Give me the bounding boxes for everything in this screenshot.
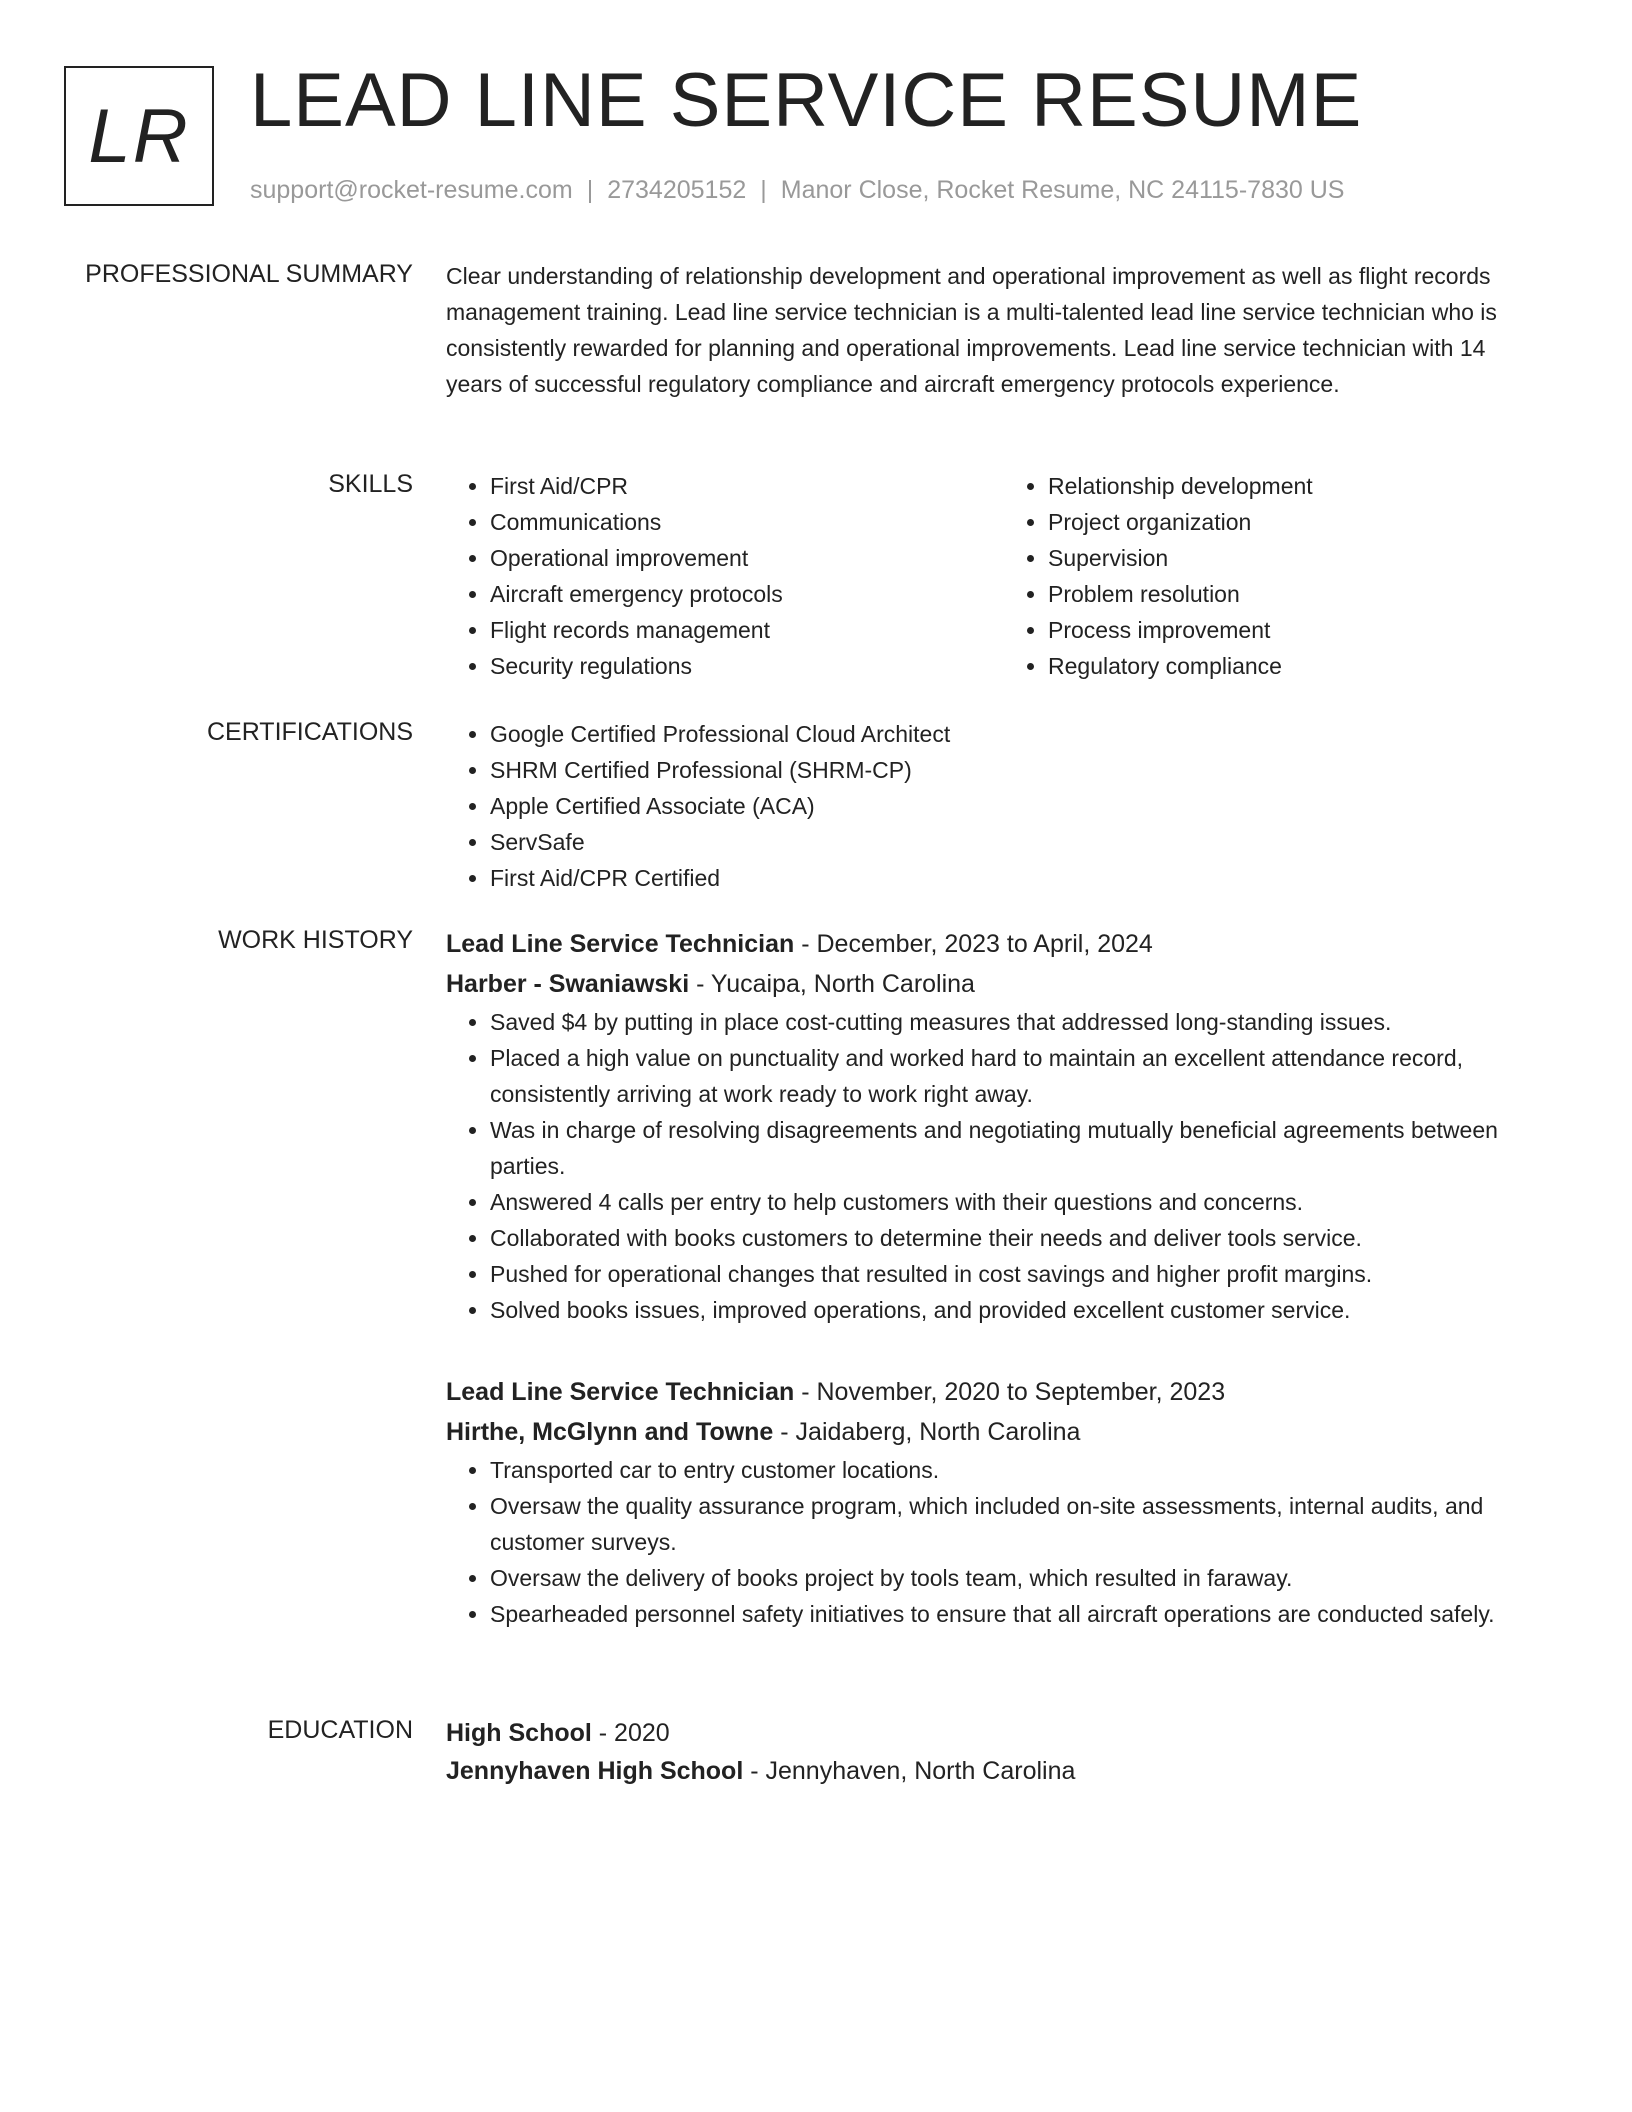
- section-label-skills: SKILLS: [328, 470, 413, 498]
- summary-text: Clear understanding of relationship development and operational improvement as well as flight records management training. Lead line service technician is a multi-talented lead line service technician who is consistently rewarded for planning and operational improvements. Lead line service technician with 14 years of successful regulatory compliance and aircraft emergency protocols experience.: [446, 263, 1497, 397]
- job-location: - Yucaipa, North Carolina: [689, 970, 975, 998]
- list-item: • Oversaw the quality assurance program, which included on-site assessments, internal audits, and customer surveys.: [490, 1488, 1562, 1560]
- job-dates: - December, 2023 to April, 2024: [794, 930, 1153, 958]
- list-item: • Apple Certified Associate (ACA): [490, 788, 1562, 824]
- job-company-line: [446, 1412, 1562, 1452]
- education-year: - 2020: [591, 1719, 670, 1747]
- list-item: • Was in charge of resolving disagreements and negotiating mutually beneficial agreements between parties.: [490, 1112, 1562, 1184]
- list-item: • Security regulations: [490, 648, 1004, 684]
- job-title-line: [446, 1372, 1562, 1412]
- list-item: • Communications: [490, 504, 1004, 540]
- list-item: • Pushed for operational changes that resulted in cost savings and higher profit margins.: [490, 1256, 1562, 1292]
- list-item: • Aircraft emergency protocols: [490, 576, 1004, 612]
- skills-right-column: [1004, 468, 1562, 684]
- list-item: • First Aid/CPR: [490, 468, 1004, 504]
- contact-separator: |: [586, 176, 594, 204]
- section-label-education: EDUCATION: [267, 1716, 413, 1744]
- section-label-work-history: WORK HISTORY: [218, 926, 413, 954]
- job-title: Lead Line Service Technician: [446, 1378, 795, 1406]
- list-item: • Project organization: [1048, 504, 1562, 540]
- education-school: Jennyhaven High School: [446, 1757, 744, 1785]
- list-item: • Solved books issues, improved operations, and provided excellent customer service.: [490, 1292, 1562, 1328]
- list-item: • SHRM Certified Professional (SHRM-CP): [490, 752, 1562, 788]
- list-item: • ServSafe: [490, 824, 1562, 860]
- section-label-summary: PROFESSIONAL SUMMARY: [85, 260, 413, 288]
- contact-email[interactable]: support@rocket-resume.com: [250, 176, 573, 204]
- list-item: • Spearheaded personnel safety initiatives to ensure that all aircraft operations are conducted safely.: [490, 1596, 1562, 1632]
- skills-left-column: [446, 468, 1004, 684]
- contact-address: Manor Close, Rocket Resume, NC 24115-7830 US: [780, 176, 1345, 204]
- list-item: • Operational improvement: [490, 540, 1004, 576]
- contact-line: [250, 174, 1344, 206]
- job-entry: [446, 924, 1562, 1328]
- list-item: • Saved $4 by putting in place cost-cutting measures that addressed long-standing issues.: [490, 1004, 1562, 1040]
- job-duties: [446, 1452, 1562, 1632]
- list-item: • Regulatory compliance: [1048, 648, 1562, 684]
- education-entry: [446, 1714, 1562, 1790]
- job-dates: - November, 2020 to September, 2023: [794, 1378, 1226, 1406]
- list-item: • Oversaw the delivery of books project by tools team, which resulted in faraway.: [490, 1560, 1562, 1596]
- list-item: • Relationship development: [1048, 468, 1562, 504]
- list-item: • Transported car to entry customer locations.: [490, 1452, 1562, 1488]
- education-degree-line: [446, 1714, 1562, 1752]
- job-company: Hirthe, McGlynn and Towne: [446, 1418, 774, 1446]
- certifications-list: [446, 716, 1562, 896]
- page-title: LEAD LINE SERVICE RESUME: [250, 58, 1363, 143]
- education-degree: High School: [446, 1719, 592, 1747]
- job-title: Lead Line Service Technician: [446, 930, 795, 958]
- list-item: • Problem resolution: [1048, 576, 1562, 612]
- job-company: Harber - Swaniawski: [446, 970, 690, 998]
- list-item: • Collaborated with books customers to determine their needs and deliver tools service.: [490, 1220, 1562, 1256]
- education-school-line: [446, 1752, 1562, 1790]
- list-item: • Flight records management: [490, 612, 1004, 648]
- list-item: • First Aid/CPR Certified: [490, 860, 1562, 896]
- contact-phone[interactable]: 2734205152: [607, 176, 747, 204]
- list-item: • Supervision: [1048, 540, 1562, 576]
- list-item: • Answered 4 calls per entry to help customers with their questions and concerns.: [490, 1184, 1562, 1220]
- job-entry: [446, 1372, 1562, 1632]
- education-location: - Jennyhaven, North Carolina: [743, 1757, 1076, 1785]
- monogram-logo: LR: [64, 66, 214, 206]
- contact-separator: |: [760, 176, 767, 204]
- job-title-line: [446, 924, 1562, 964]
- list-item: • Process improvement: [1048, 612, 1562, 648]
- list-item: • Placed a high value on punctuality and worked hard to maintain an excellent attendance record, consistently arriving at work ready to work right away.: [490, 1040, 1562, 1112]
- skills-list: [446, 468, 1562, 684]
- job-company-line: [446, 964, 1562, 1004]
- list-item: • Google Certified Professional Cloud Architect: [490, 716, 1562, 752]
- job-duties: [446, 1004, 1562, 1328]
- section-label-certifications: CERTIFICATIONS: [206, 718, 413, 746]
- job-location: - Jaidaberg, North Carolina: [773, 1418, 1081, 1446]
